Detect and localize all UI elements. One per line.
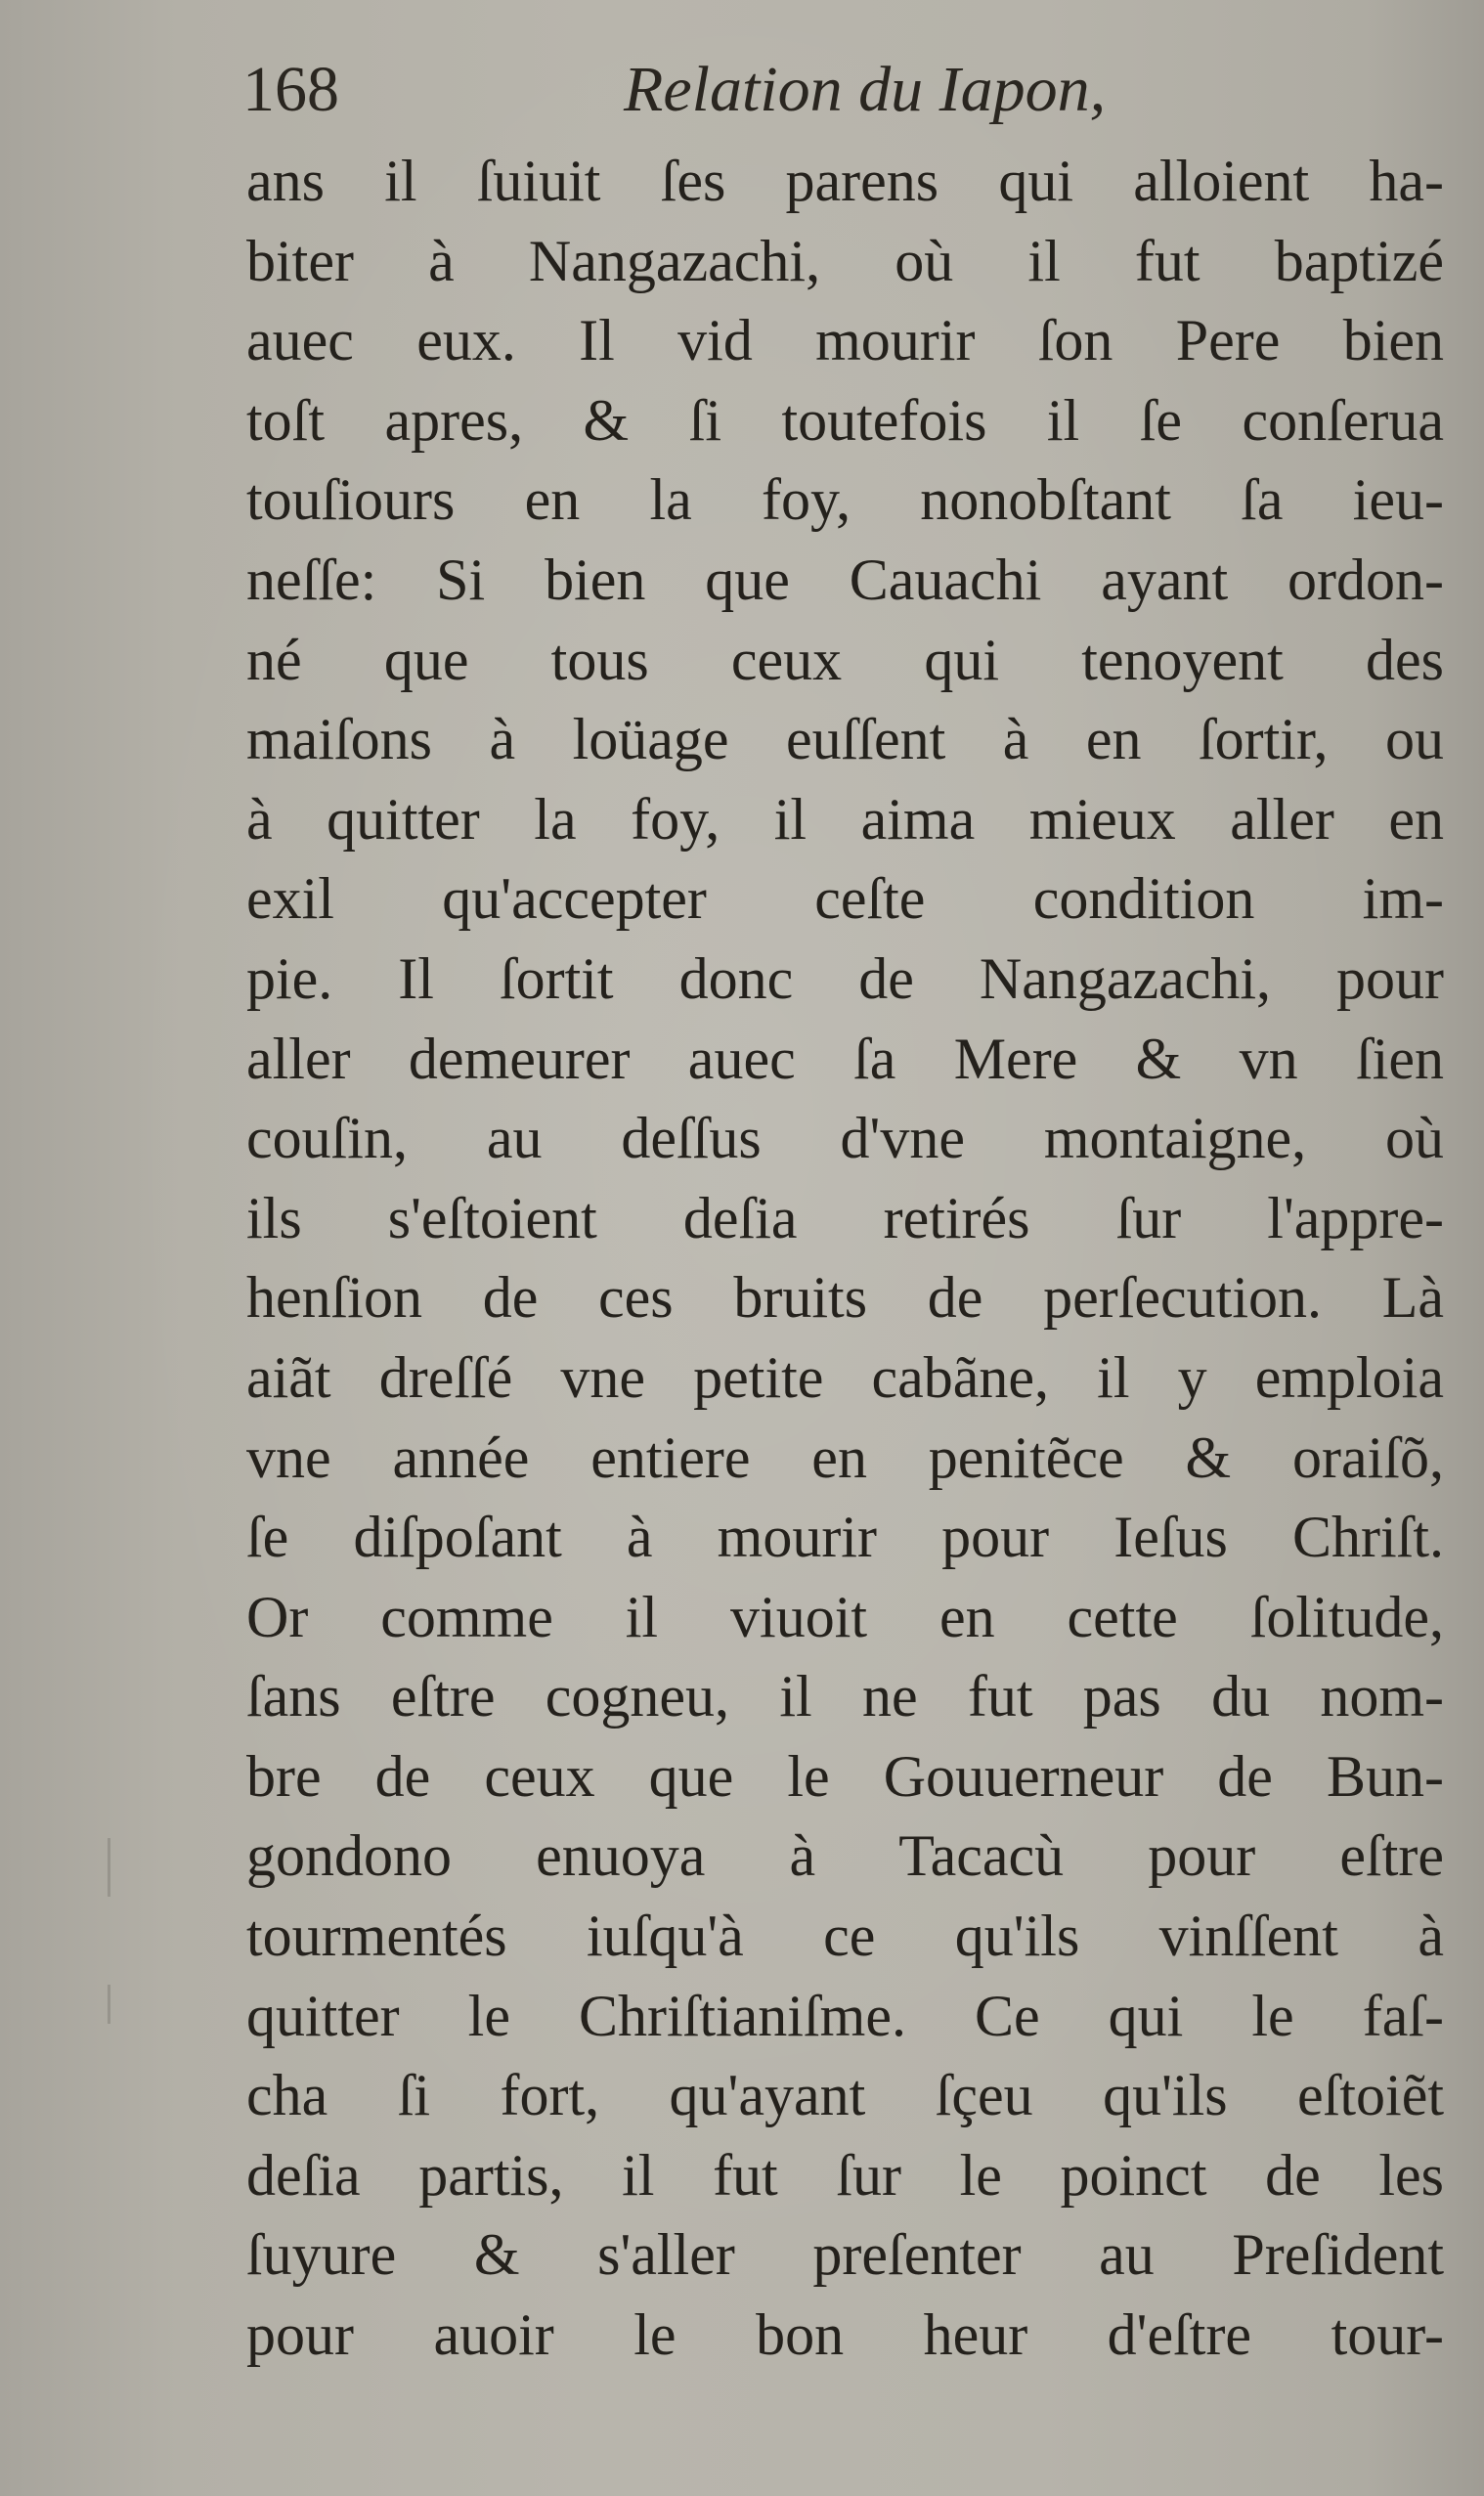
- running-head: [242, 51, 1220, 129]
- text-line: Or comme il viuoit en cette ſolitude,: [246, 1584, 1444, 1649]
- text-line: cha ſi fort, qu'ayant ſçeu qu'ils eſtoiẽt: [246, 2063, 1444, 2128]
- text-line: vne année entiere en penitẽce & oraiſõ,: [246, 1424, 1444, 1490]
- text-line: henſion de ces bruits de perſecution. Là: [246, 1265, 1444, 1331]
- text-line: pour auoir le bon heur d'eſtre tour-: [246, 2302, 1444, 2368]
- text-line: exil qu'accepter ceſte condition im-: [246, 866, 1444, 932]
- text-line: biter à Nangazachi, où il fut baptizé: [246, 228, 1444, 293]
- page-number: 168: [242, 54, 339, 125]
- text-line: aiãt dreſſé vne petite cabãne, il y emploia: [246, 1344, 1444, 1410]
- margin-mark: [108, 1838, 110, 1897]
- text-line: ſuyure & s'aller preſenter au Preſident: [246, 2222, 1444, 2288]
- margin-mark: [108, 1985, 110, 2024]
- text-line: auec eux. Il vid mourir ſon Pere bien: [246, 308, 1444, 373]
- text-line: né que tous ceux qui tenoyent des: [246, 627, 1444, 692]
- text-line: tourmentés iuſqu'à ce qu'ils vinſſent à: [246, 1904, 1444, 1969]
- text-line: quitter le Chriſtianiſme. Ce qui le faſ-: [246, 1983, 1444, 2048]
- text-line: ſe diſpoſant à mourir pour Ieſus Chriſt.: [246, 1505, 1444, 1570]
- text-line: pie. Il ſortit donc de Nangazachi, pour: [246, 945, 1444, 1011]
- text-line: maiſons à loüage euſſent à en ſortir, ou: [246, 707, 1444, 772]
- text-line: deſia partis, il fut ſur le poinct de les: [246, 2142, 1444, 2208]
- text-line: neſſe: Si bien que Cauachi ayant ordon-: [246, 547, 1444, 612]
- text-line: ils s'eſtoient deſia retirés ſur l'appre-: [246, 1185, 1444, 1250]
- text-line: touſiours en la foy, nonobſtant ſa ieu-: [246, 467, 1444, 533]
- text-line: ans il ſuiuit ſes parens qui alloient ha-: [246, 149, 1444, 213]
- body-text: [246, 142, 1444, 2376]
- text-line: à quitter la foy, il aima mieux aller en: [246, 786, 1444, 852]
- text-line: aller demeurer auec ſa Mere & vn ſien: [246, 1026, 1444, 1091]
- text-line: bre de ceux que le Gouuerneur de Bun-: [246, 1743, 1444, 1809]
- text-line: couſin, au deſſus d'vne montaigne, où: [246, 1106, 1444, 1171]
- text-line: gondono enuoya à Tacacù pour eſtre: [246, 1823, 1444, 1889]
- text-line: ſans eſtre cogneu, il ne fut pas du nom-: [246, 1664, 1444, 1730]
- running-title: Relation du Iapon,: [624, 54, 1107, 125]
- text-line: toſt apres, & ſi toutefois il ſe conſerua: [246, 387, 1444, 453]
